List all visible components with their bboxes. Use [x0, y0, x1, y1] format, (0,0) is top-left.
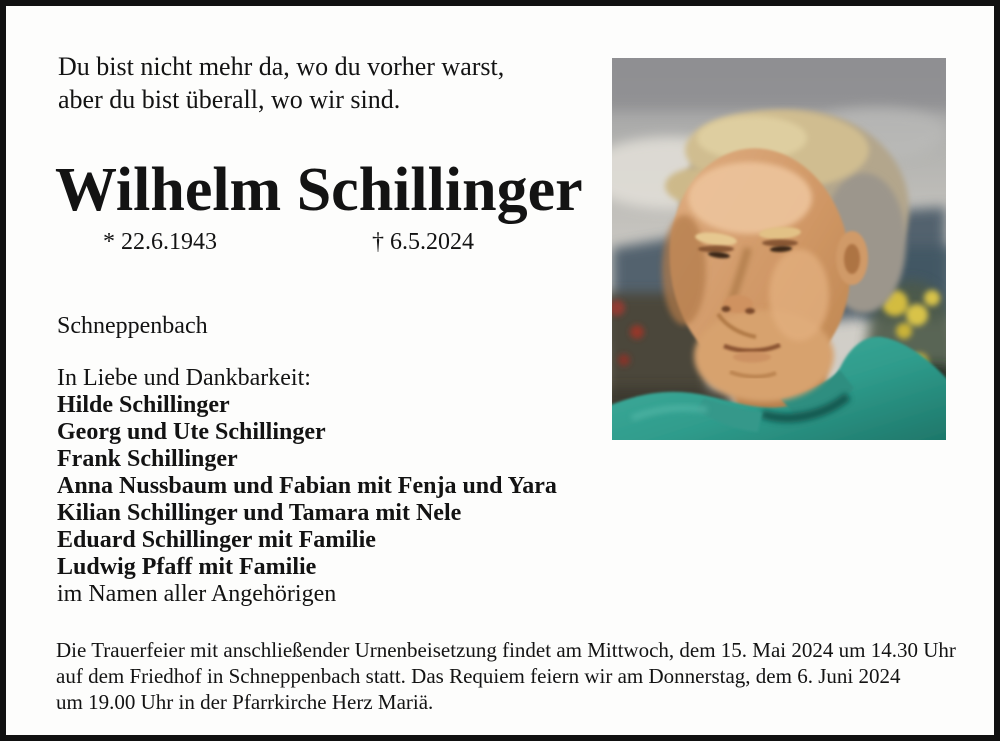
mourner-list	[57, 392, 557, 608]
mourners-closing: im Namen aller Angehörigen	[57, 581, 337, 607]
sky-dark-band	[612, 58, 946, 110]
mourner-item: Frank Schillinger	[57, 446, 238, 472]
temple-shadow	[662, 215, 706, 325]
portrait-photo	[612, 58, 946, 440]
forehead-highlight	[688, 162, 812, 234]
funeral-notice-line-2: auf dem Friedhof in Schneppenbach statt. Das Requiem feiern wir am Donnerstag, dem 6. Juni 2024	[56, 664, 901, 688]
brow-shadow-right	[762, 240, 798, 247]
funeral-notice-line-1: Die Trauerfeier mit anschließender Urnenbeisetzung findet am Mittwoch, dem 15. Mai 2024 um 14.30 Uhr	[56, 638, 956, 662]
deceased-name: Wilhelm Schillinger	[55, 156, 583, 224]
epigraph	[58, 50, 504, 116]
mourner-item: Georg und Ute Schillinger	[57, 419, 326, 445]
place-name: Schneppenbach	[57, 313, 208, 339]
mourner-item: Kilian Schillinger und Tamara mit Nele	[57, 500, 462, 526]
mourning-intro: In Liebe und Dankbarkeit:	[57, 365, 311, 391]
cheek-highlight	[769, 249, 829, 341]
epigraph-line-1: Du bist nicht mehr da, wo du vorher warst,	[58, 52, 505, 81]
death-date: † 6.5.2024	[372, 229, 474, 255]
mourner-item: Eduard Schillinger mit Familie	[57, 527, 376, 553]
funeral-notice	[56, 637, 956, 715]
mourner-item: Hilde Schillinger	[57, 392, 230, 418]
portrait-photo-art	[612, 58, 946, 440]
nostril-left	[722, 306, 731, 312]
mourner-item: Anna Nussbaum und Fabian mit Fenja und Yara	[57, 473, 557, 499]
birth-date: * 22.6.1943	[103, 229, 217, 255]
mourner-item: Ludwig Pfaff mit Familie	[57, 554, 317, 580]
funeral-notice-line-3: um 19.00 Uhr in der Pfarrkirche Herz Mariä.	[56, 690, 434, 714]
ear-inner	[844, 244, 860, 274]
nostril-right	[745, 308, 755, 314]
lower-lip	[733, 352, 771, 363]
brow-shadow-left	[698, 246, 734, 253]
epigraph-line-2: aber du bist überall, wo wir sind.	[58, 85, 401, 114]
